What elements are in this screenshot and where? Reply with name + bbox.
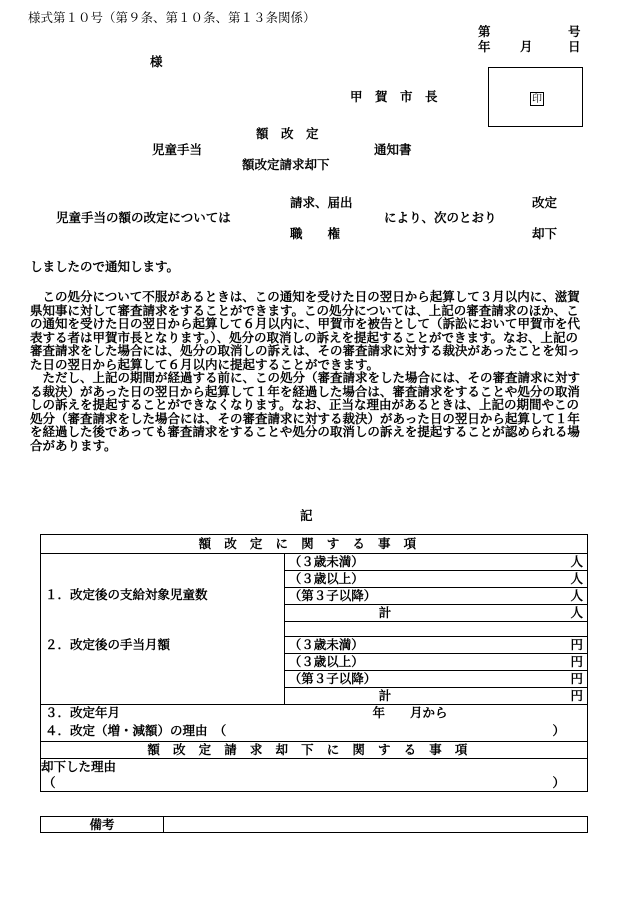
item3-row: ３．改定年月 年 月から bbox=[41, 705, 588, 722]
seal-mark: 印 bbox=[532, 94, 542, 105]
item2-label: ２．改定後の手当月額 bbox=[41, 637, 285, 705]
details-table bbox=[40, 534, 588, 792]
option-bottom: 職 権 bbox=[290, 226, 341, 241]
notice-text bbox=[30, 290, 585, 452]
spacer-cell bbox=[284, 622, 587, 637]
notice-paragraph-2: ただし、上記の期間が経過する前に、この処分（審査請求をした場合には、その審査請求に対する裁決）があった日の翌日から起算して１年を経過した場合は、審査請求をすることや処分の取消しの訴えを提起することができなくなります。なお、正当な理由があるときは、上記の期間やこの処分（審査請求をした場合には、その審査請求に対する裁決）があった日の翌日から起算して１年を経過した後であっても審査請求をすることや処分の取消しの訴えを提起することが認められる場合があります。 bbox=[30, 370, 581, 453]
remarks-row bbox=[40, 816, 588, 833]
intro-middle: により、次のとおり bbox=[384, 210, 497, 225]
title-line1: 額 改 定 bbox=[256, 126, 319, 141]
doc-no-dai: 第 bbox=[478, 24, 491, 39]
rejection-reason-label: 却下した理由 bbox=[41, 759, 588, 776]
header-amount-change: 額改定に関する事項 bbox=[41, 535, 588, 554]
issuer-name: 甲 賀 市 長 bbox=[350, 89, 438, 104]
form-number: 様式第１０号（第９条、第１０条、第１３条関係） bbox=[28, 10, 316, 25]
date-day: 日 bbox=[568, 39, 581, 54]
title-line2: 額改定請求却下 bbox=[242, 157, 330, 172]
notice-paragraph-1: この処分について不服があるときは、この通知を受けた日の翌日から起算して３月以内に、滋賀県知事に対して審査請求をすることができます。この処分については、上記の審査請求のほか、この通知を受けた日の翌日から起算して６月以内に、甲賀市を被告として（訴訟において甲賀市を代表する者は甲賀市長となります。）、処分の取消しの訴えを提起することができます。なお、上記の審査請求をした場合には、処分の取消しの訴えは、その審査請求に対する裁決があったことを知った日の翌日から起算して６月以内に提起することができます。 bbox=[30, 289, 581, 372]
intro-tail: しましたので通知します。 bbox=[30, 259, 180, 274]
remarks-label: 備考 bbox=[41, 817, 164, 832]
date-year: 年 bbox=[478, 39, 491, 54]
monthly-row-third: （第３子以降） 円 bbox=[284, 671, 587, 688]
option-top: 請求、届出 bbox=[290, 195, 353, 210]
recipient-suffix: 様 bbox=[150, 54, 163, 69]
title-prefix: 児童手当 bbox=[152, 142, 203, 157]
date-month: 月 bbox=[520, 39, 533, 54]
child-count-row-under3: （３歳未満） 人 bbox=[284, 554, 587, 571]
child-count-row-third: （第３子以降） 人 bbox=[284, 588, 587, 605]
monthly-row-under3: （３歳未満） 円 bbox=[284, 637, 587, 654]
result-bottom: 却下 bbox=[532, 226, 558, 241]
monthly-total: 計 円 bbox=[284, 688, 587, 705]
ki-label: 記 bbox=[300, 508, 313, 523]
header-rejection: 額改定請求却下に関する事項 bbox=[41, 742, 588, 759]
doc-no-go: 号 bbox=[568, 24, 581, 39]
rejection-reason-field: （ ） bbox=[41, 775, 588, 792]
item1-label: １．改定後の支給対象児童数 bbox=[41, 554, 285, 637]
result-top: 改定 bbox=[532, 195, 558, 210]
intro-lead: 児童手当の額の改定については bbox=[56, 210, 231, 225]
child-count-total: 計 人 bbox=[284, 605, 587, 622]
child-count-row-over3: （３歳以上） 人 bbox=[284, 571, 587, 588]
title-suffix: 通知書 bbox=[374, 142, 412, 157]
item4-row: ４．改定（増・減額）の理由 （ ） bbox=[41, 721, 588, 742]
monthly-row-over3: （３歳以上） 円 bbox=[284, 654, 587, 671]
